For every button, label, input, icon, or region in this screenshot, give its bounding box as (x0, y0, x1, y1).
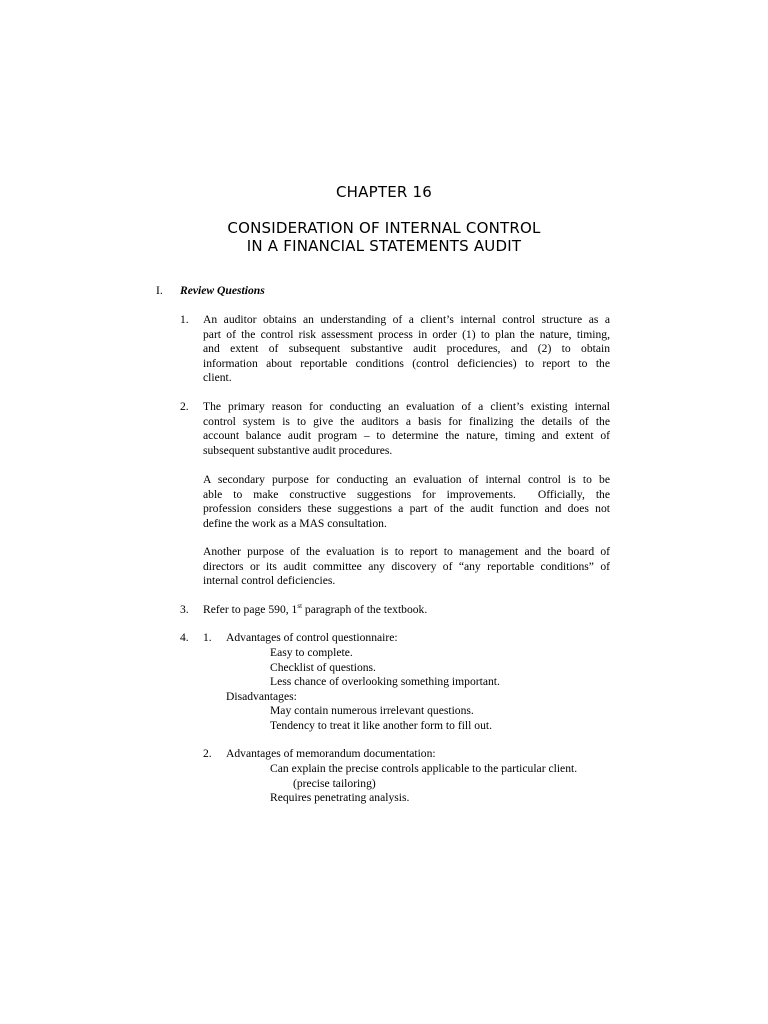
questionnaire-disadvantages-label: Disadvantages: (226, 689, 297, 703)
question-1-line: information about reportable conditions (control deficiencies) to report to the (203, 356, 610, 370)
memorandum-advantage-note: (precise tailoring) (293, 776, 376, 790)
memorandum-advantage: Can explain the precise controls applicable to the particular client. (270, 762, 578, 775)
question-2-line: A secondary purpose for conducting an evaluation of internal control is to be (203, 473, 610, 486)
question-1-line: and extent of subsequent substantive audit procedures, and (2) to obtain (203, 342, 610, 356)
questionnaire-advantage: Easy to complete. (270, 646, 353, 659)
question-4-number: 4. (180, 631, 189, 644)
title-line-1: CONSIDERATION OF INTERNAL CONTROL (227, 219, 541, 237)
question-2-line: account balance audit program – to determine the nature, timing and extent of (203, 429, 610, 443)
question-4-item-2-number: 2. (203, 747, 212, 760)
question-3-text: Refer to page 590, 1st paragraph of the textbook. (203, 602, 428, 616)
question-1-line: part of the control risk assessment process in order (1) to plan the nature, timing, (203, 327, 610, 341)
question-2-line: internal control deficiencies. (203, 574, 336, 588)
question-2-line: control system is to give the auditors a basis for finalizing the details of the (203, 414, 610, 428)
questionnaire-disadvantage: May contain numerous irrelevant questions. (270, 704, 474, 718)
question-3-number: 3. (180, 603, 189, 616)
questionnaire-advantages-label: Advantages of control questionnaire: (226, 631, 398, 644)
questionnaire-advantage: Less chance of overlooking something important. (270, 675, 500, 689)
question-1-number: 1. (180, 313, 189, 326)
question-2-line: Another purpose of the evaluation is to report to management and the board of (203, 545, 610, 558)
questionnaire-disadvantage: Tendency to treat it like another form to fill out. (270, 719, 492, 732)
title-line-2: IN A FINANCIAL STATEMENTS AUDIT (246, 237, 522, 255)
memorandum-advantages-label: Advantages of memorandum documentation: (226, 747, 436, 760)
question-2-line: able to make constructive suggestions for improvements. Officially, the (203, 487, 610, 501)
section-numeral: I. (156, 284, 163, 297)
questionnaire-advantage: Checklist of questions. (270, 660, 376, 674)
question-1-line: client. (203, 371, 232, 385)
chapter-heading: CHAPTER 16 (336, 183, 432, 201)
question-2-line: define the work as a MAS consultation. (203, 516, 387, 530)
memorandum-advantage: Requires penetrating analysis. (270, 791, 410, 805)
question-2-line: subsequent substantive audit procedures. (203, 443, 393, 457)
question-1-line: An auditor obtains an understanding of a client’s internal control structure as a (203, 313, 610, 326)
question-2-line: directors or its audit committee any discovery of “any reportable conditions” of (203, 559, 610, 573)
question-2-line: The primary reason for conducting an evaluation of a client’s existing internal (203, 400, 610, 413)
question-2-number: 2. (180, 400, 189, 413)
section-title: Review Questions (180, 284, 265, 297)
question-2-line: profession considers these suggestions a part of the audit function and does not (203, 502, 610, 516)
question-4-item-1-number: 1. (203, 631, 212, 644)
